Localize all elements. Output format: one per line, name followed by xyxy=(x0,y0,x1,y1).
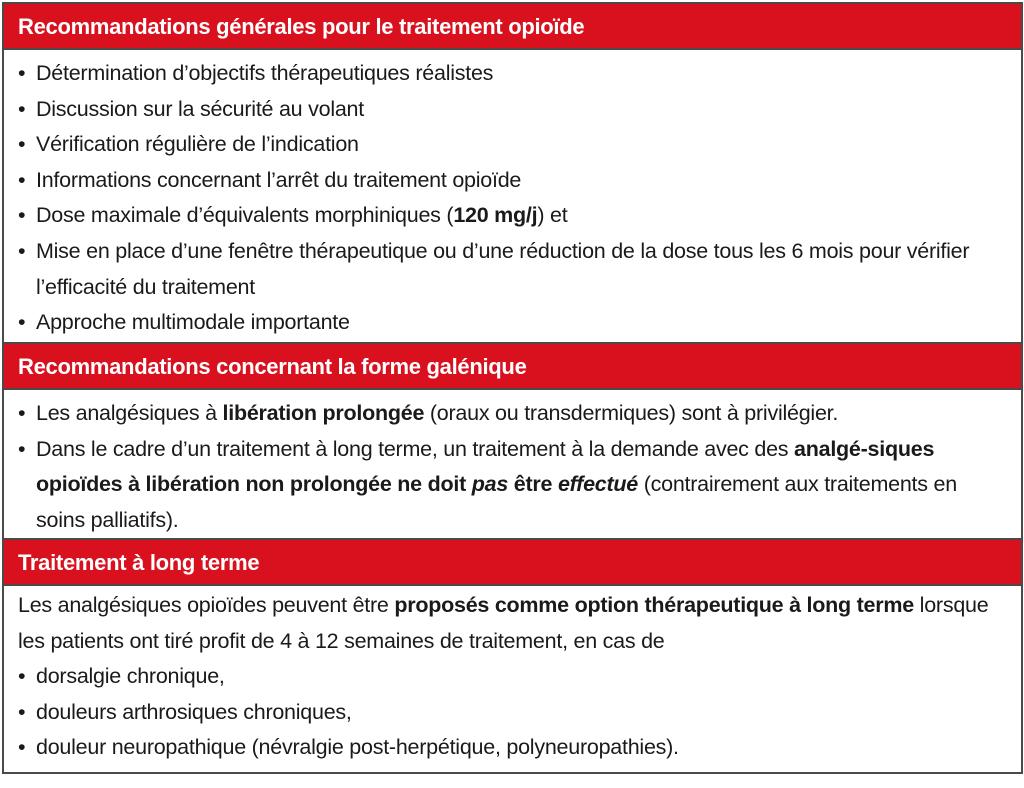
item-text: ) et xyxy=(537,203,568,228)
list-item: • Mise en place d’une fenêtre thérapeutique ou d’une réduction de la dose tous les 6 mois pour vérifier l’efficacité du traitement xyxy=(18,234,1011,305)
item-bold-text: libération prolongée xyxy=(222,401,425,425)
list-item xyxy=(18,432,1011,539)
intro-bold-text: proposés comme option thérapeutique à long terme xyxy=(394,593,914,617)
item-text: (oraux ou transdermiques) sont à privilégier. xyxy=(424,401,839,425)
intro-text: lorsque les patients ont tiré profit de 4 à 12 semaines de traitement, en cas de xyxy=(18,593,989,653)
item-text: Dose maximale d’équivalents morphiniques ( xyxy=(36,203,454,228)
list-item xyxy=(18,396,1011,432)
section-header-galenic: Recommandations concernant la forme galénique xyxy=(4,344,1021,390)
section-body-general xyxy=(4,50,1021,344)
galenic-list xyxy=(18,396,1011,538)
section-body-long-term xyxy=(4,586,1021,772)
section-header-long-term: Traitement à long terme xyxy=(4,540,1021,586)
item-bold-italic-text: pas xyxy=(471,472,509,497)
section-header-general: Recommandations générales pour le traitement opioïde xyxy=(4,4,1021,50)
list-item: • douleur neuropathique (névralgie post-herpétique, polyneuropathies). xyxy=(18,730,1011,766)
item-bold-text: analgé-siques opioïdes à libération non prolongée ne doit xyxy=(36,436,935,497)
list-item: • Détermination d’objectifs thérapeutiques réalistes xyxy=(18,56,1011,92)
list-item: • Discussion sur la sécurité au volant xyxy=(18,92,1011,128)
list-item: • dorsalgie chronique, xyxy=(18,659,1011,695)
item-text: Les analgésiques à xyxy=(36,401,223,425)
list-item xyxy=(18,198,1011,234)
max-dose-value: 120 mg/j xyxy=(453,203,538,228)
item-text: (contrairement aux traitements en soins palliatifs). xyxy=(36,472,957,532)
list-item: • douleurs arthrosiques chroniques, xyxy=(18,695,1011,731)
item-bold-italic-text: effectué xyxy=(557,472,638,497)
long-term-intro xyxy=(18,588,1011,659)
list-item: • Vérification régulière de l’indication xyxy=(18,127,1011,163)
list-item: • Informations concernant l’arrêt du traitement opioïde xyxy=(18,163,1011,199)
section-body-galenic xyxy=(4,390,1021,540)
recommendations-table xyxy=(2,2,1023,774)
intro-text: Les analgésiques opioïdes peuvent être xyxy=(18,593,395,617)
general-list xyxy=(18,56,1011,341)
long-term-list xyxy=(18,659,1011,766)
item-text: Dans le cadre d’un traitement à long terme, un traitement à la demande avec des xyxy=(36,436,795,461)
item-bold-text: être xyxy=(508,472,558,497)
list-item: • Approche multimodale importante xyxy=(18,305,1011,341)
